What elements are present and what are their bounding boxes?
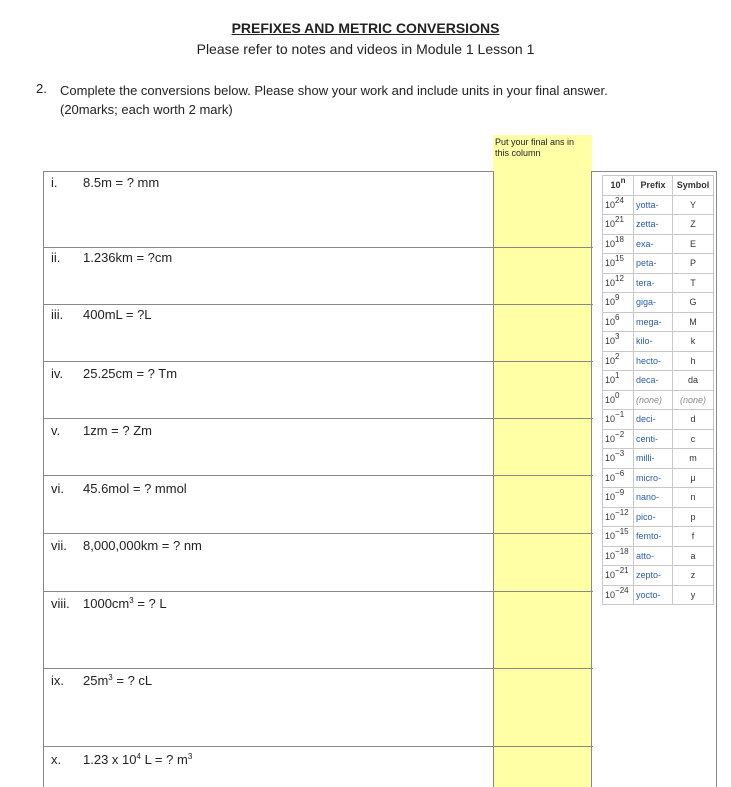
prefix-cell: deci- bbox=[634, 410, 673, 430]
power-base: 10 bbox=[605, 394, 616, 405]
symbol-cell: μ bbox=[673, 468, 714, 488]
power-cell bbox=[603, 293, 634, 313]
row-divider bbox=[43, 533, 593, 534]
prefix-cell: deca- bbox=[634, 371, 673, 391]
item-question-text: 25m bbox=[83, 673, 109, 688]
prefix-row bbox=[603, 312, 714, 332]
power-exponent: 18 bbox=[615, 234, 624, 244]
symbol-header: Symbol bbox=[673, 176, 714, 196]
power-cell bbox=[603, 195, 634, 215]
prefix-row bbox=[603, 527, 714, 547]
item-number: iv. bbox=[51, 366, 64, 381]
power-cell bbox=[603, 585, 634, 605]
prefix-cell: micro- bbox=[634, 468, 673, 488]
power-base: 10 bbox=[605, 453, 616, 464]
item-number: viii. bbox=[51, 596, 70, 611]
power-base: 10 bbox=[605, 355, 616, 366]
power-cell bbox=[603, 449, 634, 469]
prefix-row bbox=[603, 273, 714, 293]
answer-column[interactable] bbox=[493, 171, 592, 787]
power-exponent: 12 bbox=[615, 273, 624, 283]
prefix-table-header-row bbox=[603, 176, 714, 196]
power-exponent: 0 bbox=[615, 390, 620, 400]
prefix-cell: exa- bbox=[634, 234, 673, 254]
power-cell bbox=[603, 312, 634, 332]
row-divider bbox=[43, 668, 593, 669]
prefix-row bbox=[603, 332, 714, 352]
page-title: PREFIXES AND METRIC CONVERSIONS bbox=[231, 20, 500, 36]
prefix-cell: tera- bbox=[634, 273, 673, 293]
item-number: x. bbox=[51, 752, 62, 767]
prefix-row bbox=[603, 429, 714, 449]
power-base: 10 bbox=[605, 570, 616, 581]
prefix-row bbox=[603, 351, 714, 371]
item-number: ii. bbox=[51, 250, 61, 265]
exponent: 3 bbox=[187, 752, 193, 761]
power-cell bbox=[603, 215, 634, 235]
symbol-cell: p bbox=[673, 507, 714, 527]
instructions-line-2: (20marks; each worth 2 mark) bbox=[60, 102, 233, 117]
prefix-cell: giga- bbox=[634, 293, 673, 313]
power-cell bbox=[603, 527, 634, 547]
power-base: 10 bbox=[605, 199, 616, 210]
prefix-row bbox=[603, 488, 714, 508]
symbol-cell: Y bbox=[673, 195, 714, 215]
item-question: 1zm = ? Zm bbox=[83, 423, 152, 438]
prefix-cell: centi- bbox=[634, 429, 673, 449]
item-question-text: = ? L bbox=[133, 596, 167, 611]
power-header-text: 10 bbox=[610, 180, 621, 191]
power-exponent: −9 bbox=[615, 488, 625, 498]
power-cell bbox=[603, 429, 634, 449]
power-base: 10 bbox=[605, 336, 616, 347]
power-exponent: −2 bbox=[615, 429, 625, 439]
item-question: 1.236km = ?cm bbox=[83, 250, 173, 265]
item-question-text: L = ? m bbox=[140, 752, 188, 767]
symbol-cell: z bbox=[673, 566, 714, 586]
symbol-cell: y bbox=[673, 585, 714, 605]
item-number: i. bbox=[51, 175, 58, 190]
prefix-row bbox=[603, 215, 714, 235]
item-question: 45.6mol = ? mmol bbox=[83, 481, 187, 496]
power-base: 10 bbox=[605, 492, 616, 503]
power-cell bbox=[603, 234, 634, 254]
prefix-row bbox=[603, 390, 714, 410]
prefix-row bbox=[603, 585, 714, 605]
power-exponent: −3 bbox=[615, 449, 625, 459]
prefix-table bbox=[602, 175, 714, 605]
symbol-cell: f bbox=[673, 527, 714, 547]
prefix-cell: nano- bbox=[634, 488, 673, 508]
power-exponent: 2 bbox=[615, 351, 620, 361]
item-question: 8,000,000km = ? nm bbox=[83, 538, 202, 553]
power-exponent: 9 bbox=[615, 293, 620, 303]
symbol-cell: T bbox=[673, 273, 714, 293]
prefix-cell: atto- bbox=[634, 546, 673, 566]
item-question-text: 1.23 x 10 bbox=[83, 752, 137, 767]
prefix-row bbox=[603, 449, 714, 469]
prefix-cell: milli- bbox=[634, 449, 673, 469]
row-divider bbox=[43, 746, 593, 747]
prefix-cell: yotta- bbox=[634, 195, 673, 215]
symbol-cell: G bbox=[673, 293, 714, 313]
power-exponent: 21 bbox=[615, 215, 624, 225]
power-base: 10 bbox=[605, 316, 616, 327]
power-cell bbox=[603, 488, 634, 508]
prefix-cell: peta- bbox=[634, 254, 673, 274]
power-cell bbox=[603, 468, 634, 488]
symbol-cell: E bbox=[673, 234, 714, 254]
row-divider bbox=[43, 304, 593, 305]
power-exponent: 3 bbox=[615, 332, 620, 342]
prefix-row bbox=[603, 371, 714, 391]
answer-column-header bbox=[493, 135, 592, 171]
power-base: 10 bbox=[605, 550, 616, 561]
power-cell bbox=[603, 507, 634, 527]
prefix-cell: mega- bbox=[634, 312, 673, 332]
power-exponent: −21 bbox=[615, 566, 629, 576]
item-number: ix. bbox=[51, 673, 64, 688]
exponent: 4 bbox=[136, 752, 141, 761]
symbol-cell: n bbox=[673, 488, 714, 508]
answer-header-line-1: Put your final ans in bbox=[495, 137, 575, 147]
power-base: 10 bbox=[605, 238, 616, 249]
question-number: 2. bbox=[36, 81, 47, 96]
power-base: 10 bbox=[605, 297, 616, 308]
prefix-table-body bbox=[603, 195, 714, 605]
prefix-row bbox=[603, 546, 714, 566]
power-base: 10 bbox=[605, 433, 616, 444]
item-question: 8.5m = ? mm bbox=[83, 175, 160, 190]
power-base: 10 bbox=[605, 531, 616, 542]
power-base: 10 bbox=[605, 375, 616, 386]
item-number: vi. bbox=[51, 481, 64, 496]
prefix-cell: pico- bbox=[634, 507, 673, 527]
item-question: 25.25cm = ? Tm bbox=[83, 366, 178, 381]
item-question bbox=[83, 752, 192, 767]
symbol-cell: (none) bbox=[673, 390, 714, 410]
prefix-row bbox=[603, 566, 714, 586]
prefix-cell: (none) bbox=[634, 390, 673, 410]
prefix-cell: zetta- bbox=[634, 215, 673, 235]
power-cell bbox=[603, 351, 634, 371]
power-exponent: −18 bbox=[615, 546, 629, 556]
prefix-cell: yocto- bbox=[634, 585, 673, 605]
power-base: 10 bbox=[605, 472, 616, 483]
item-question bbox=[83, 596, 167, 611]
item-question bbox=[83, 673, 152, 688]
question-instructions bbox=[60, 81, 700, 119]
power-base: 10 bbox=[605, 589, 616, 600]
exponent: 3 bbox=[129, 596, 134, 605]
power-exponent: −15 bbox=[615, 527, 629, 537]
power-exponent: −1 bbox=[615, 410, 625, 420]
power-cell bbox=[603, 410, 634, 430]
row-divider bbox=[43, 591, 593, 592]
page-subtitle: Please refer to notes and videos in Module 1 Lesson 1 bbox=[196, 41, 535, 57]
item-question: 400mL = ?L bbox=[83, 307, 152, 322]
symbol-cell: k bbox=[673, 332, 714, 352]
symbol-cell: h bbox=[673, 351, 714, 371]
row-divider bbox=[43, 247, 593, 248]
symbol-cell: m bbox=[673, 449, 714, 469]
symbol-cell: M bbox=[673, 312, 714, 332]
symbol-cell: P bbox=[673, 254, 714, 274]
power-exponent: 24 bbox=[615, 195, 624, 205]
prefix-row bbox=[603, 410, 714, 430]
prefix-cell: kilo- bbox=[634, 332, 673, 352]
symbol-cell: d bbox=[673, 410, 714, 430]
power-exponent: 15 bbox=[615, 254, 624, 264]
answer-header-line-2: this column bbox=[495, 148, 541, 158]
power-cell bbox=[603, 390, 634, 410]
power-exponent: −24 bbox=[615, 585, 629, 595]
item-number: iii. bbox=[51, 307, 64, 322]
prefix-header: Prefix bbox=[634, 176, 673, 196]
power-exponent: 6 bbox=[615, 312, 620, 322]
row-divider bbox=[43, 418, 593, 419]
power-cell bbox=[603, 566, 634, 586]
symbol-cell: a bbox=[673, 546, 714, 566]
prefix-row bbox=[603, 234, 714, 254]
symbol-cell: da bbox=[673, 371, 714, 391]
prefix-cell: femto- bbox=[634, 527, 673, 547]
power-cell bbox=[603, 332, 634, 352]
power-cell bbox=[603, 273, 634, 293]
power-cell bbox=[603, 371, 634, 391]
power-cell bbox=[603, 546, 634, 566]
power-base: 10 bbox=[605, 219, 616, 230]
instructions-line-1: Complete the conversions below. Please show your work and include units in your final answer. bbox=[60, 83, 608, 98]
row-divider bbox=[43, 361, 593, 362]
prefix-row bbox=[603, 293, 714, 313]
item-question-text: = ? cL bbox=[112, 673, 153, 688]
prefix-row bbox=[603, 254, 714, 274]
prefix-row bbox=[603, 195, 714, 215]
power-base: 10 bbox=[605, 414, 616, 425]
power-exponent: 1 bbox=[615, 371, 620, 381]
item-number: vii. bbox=[51, 538, 67, 553]
exponent: 3 bbox=[108, 673, 113, 682]
power-base: 10 bbox=[605, 277, 616, 288]
prefix-row bbox=[603, 507, 714, 527]
power-base: 10 bbox=[605, 258, 616, 269]
prefix-cell: zepto- bbox=[634, 566, 673, 586]
symbol-cell: c bbox=[673, 429, 714, 449]
prefix-row bbox=[603, 468, 714, 488]
power-exponent: −12 bbox=[615, 507, 629, 517]
power-header-exponent: n bbox=[620, 176, 626, 186]
item-number: v. bbox=[51, 423, 61, 438]
power-exponent: −6 bbox=[615, 468, 625, 478]
power-cell bbox=[603, 254, 634, 274]
item-question-text: 1000cm bbox=[83, 596, 130, 611]
row-divider bbox=[43, 475, 593, 476]
prefix-cell: hecto- bbox=[634, 351, 673, 371]
symbol-cell: Z bbox=[673, 215, 714, 235]
power-header bbox=[603, 176, 634, 196]
power-base: 10 bbox=[605, 511, 616, 522]
